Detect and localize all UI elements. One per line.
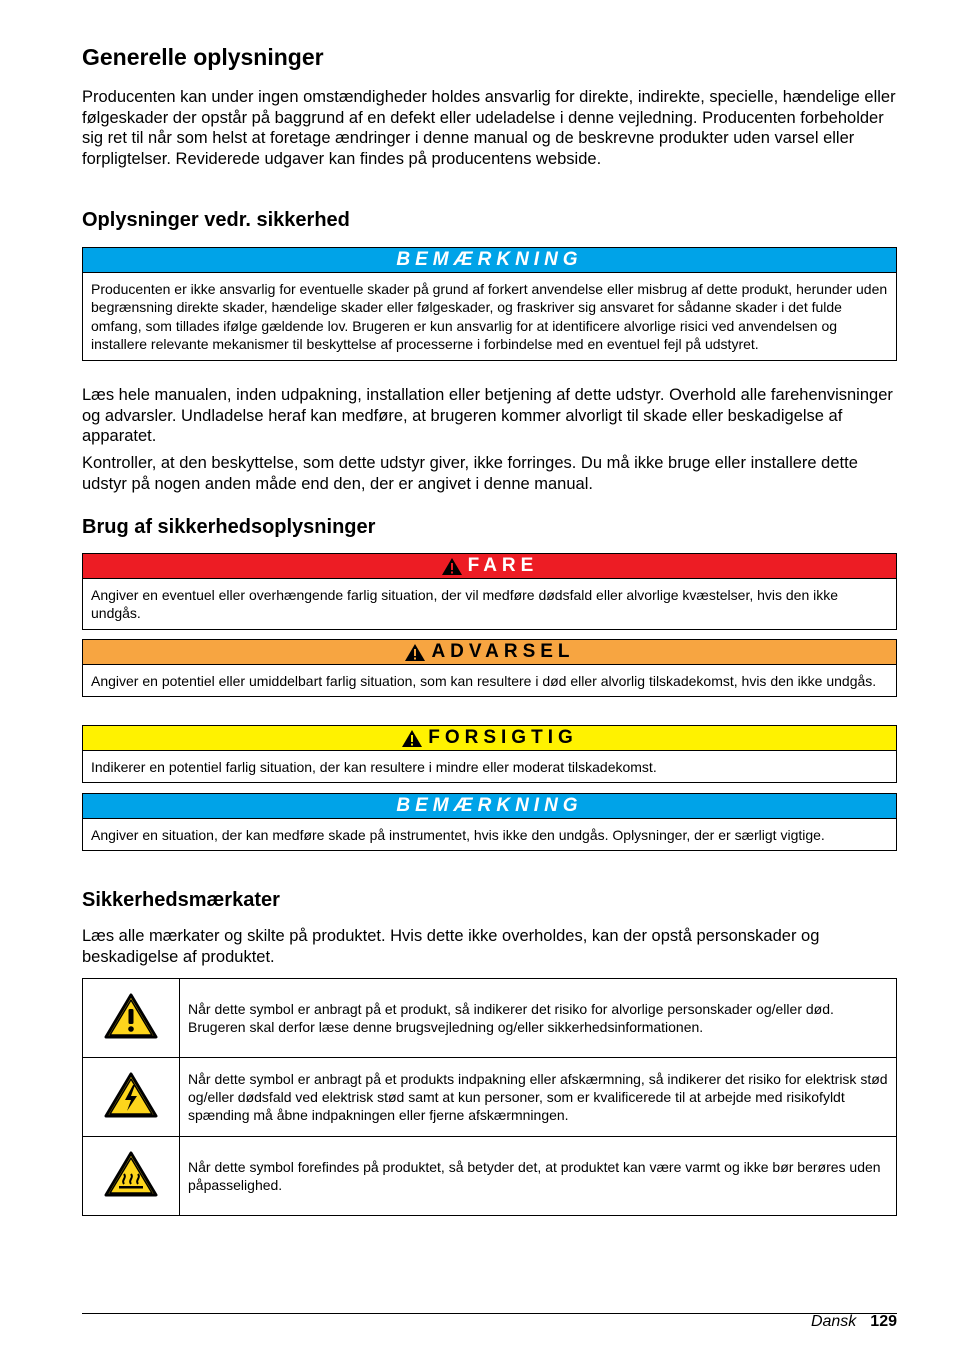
caution-text: Indikerer en potentiel farlig situation, der kan resultere i mindre eller moderat tilskadekomst. <box>91 759 657 775</box>
notice-text: Angiver en situation, der kan medføre skade på instrumentet, hvis ikke den undgås. Oplysninger, der er særligt vigtige. <box>91 827 825 843</box>
heading-safety: Oplysninger vedr. sikkerhed <box>82 209 350 231</box>
danger-text: Angiver en eventuel eller overhængende farlig situation, der vil medføre dødsfald eller alvorlige kvæstelser, hvis den ikke undgås. <box>91 587 839 622</box>
caution-label: FORSIGTIG <box>428 727 578 748</box>
symbol-description: Når dette symbol er anbragt på et produkt, så indikerer det risiko for alvorlige personskader og/eller død. Brugeren skal derfor læse denne brugsvejledning og/eller sikkerhedsinformationen. <box>180 979 897 1058</box>
notice-label: BEMÆRKNING <box>396 249 583 270</box>
heading-usage: Brug af sikkerhedsoplysninger <box>82 516 376 538</box>
symbol-description: Når dette symbol forefindes på produktet, så betyder det, at produktet kan være varmt og ikke bør berøres uden påpasselighed. <box>180 1137 897 1216</box>
warning-text: Angiver en potentiel eller umiddelbart farlig situation, som kan resultere i død eller alvorlig tilskadekomst, hvis den ikke undgås. <box>91 673 877 689</box>
caution-box <box>82 725 897 783</box>
symbol-cell <box>83 979 180 1058</box>
safety-paragraph-2: Kontroller, at den beskyttelse, som dette udstyr giver, ikke forringes. Du må ikke bruge eller installere dette udstyr på nogen anden måde end den, der er angivet i denne manual. <box>82 454 858 493</box>
symbol-cell <box>83 1058 180 1137</box>
notice-label: BEMÆRKNING <box>396 795 583 816</box>
warning-triangle-icon <box>441 557 463 576</box>
warning-label: ADVARSEL <box>431 641 575 662</box>
table-row <box>83 1058 897 1137</box>
safety-paragraph-1: Læs hele manualen, inden udpakning, installation eller betjening af dette udstyr. Overhold alle farehenvisninger og advarsler. Undladelse heraf kan medføre, at brugeren kommer alvorligt til skade eller beskadigelse af apparatet. <box>82 386 893 446</box>
page-footer <box>811 1313 897 1331</box>
page-number: 129 <box>870 1313 897 1330</box>
warning-triangle-icon <box>404 643 426 662</box>
warning-triangle-icon <box>401 729 423 748</box>
danger-label: FARE <box>467 555 539 576</box>
footer-divider <box>82 1313 897 1314</box>
danger-box <box>82 553 897 630</box>
table-row <box>83 979 897 1058</box>
general-paragraph: Producenten kan under ingen omstændigheder holdes ansvarlig for direkte, indirekte, specielle, hændelige eller følgeskader der opstår på baggrund af en defekt eller udeladelse i denne vejledning. Producenten forbeholder sig ret til når som helst at foretage ændringer i denne manual og de beskrevne produkter uden varsel eller forpligtelser. Reviderede udgaver kan findes på producentens webside. <box>82 88 896 168</box>
safety-labels-table <box>82 978 897 1216</box>
table-row <box>83 1137 897 1216</box>
footer-language: Dansk <box>810 1313 857 1330</box>
symbol-description: Når dette symbol er anbragt på et produkts indpakning eller afskærmning, så indikerer det risiko for elektrisk stød og/eller dødsfald ved elektrisk stød samt at kun personer, som er kvalificerede til at arbejde med risikofyldt spænding må åbne indpakningen eller fjerne afskærmningen. <box>180 1058 897 1137</box>
symbol-cell <box>83 1137 180 1216</box>
hot-surface-icon <box>104 1151 158 1197</box>
caution-header <box>83 726 896 751</box>
notice-box-usage <box>82 793 897 851</box>
notice-text: Producenten er ikke ansvarlig for eventuelle skader på grund af forkert anvendelse eller misbrug af dette produkt, herunder uden begrænsning direkte skader, hændelige skader eller følgeskader, og fraskriver sig ansvaret for sådanne skader i det fulde omfang, som tillades ifølge gældende lov. Brugeren er kun ansvarlig for at identificere alvorlige risici ved anvendelsen og installere relevante mekanismer til beskyttelse af processerne i forbindelse med en eventuel fejl på udstyret. <box>91 281 888 353</box>
notice-header <box>83 248 896 273</box>
heading-labels: Sikkerhedsmærkater <box>82 889 280 911</box>
danger-header <box>83 554 896 579</box>
labels-paragraph: Læs alle mærkater og skilte på produktet. Hvis dette ikke overholdes, kan der opstå personskader og beskadigelse af produktet. <box>82 927 820 966</box>
heading-general: Generelle oplysninger <box>82 44 324 70</box>
general-warning-icon <box>104 993 158 1039</box>
notice-header <box>83 794 896 819</box>
warning-box <box>82 639 897 697</box>
warning-header <box>83 640 896 665</box>
notice-box-safety <box>82 247 897 361</box>
electrical-shock-icon <box>104 1072 158 1118</box>
